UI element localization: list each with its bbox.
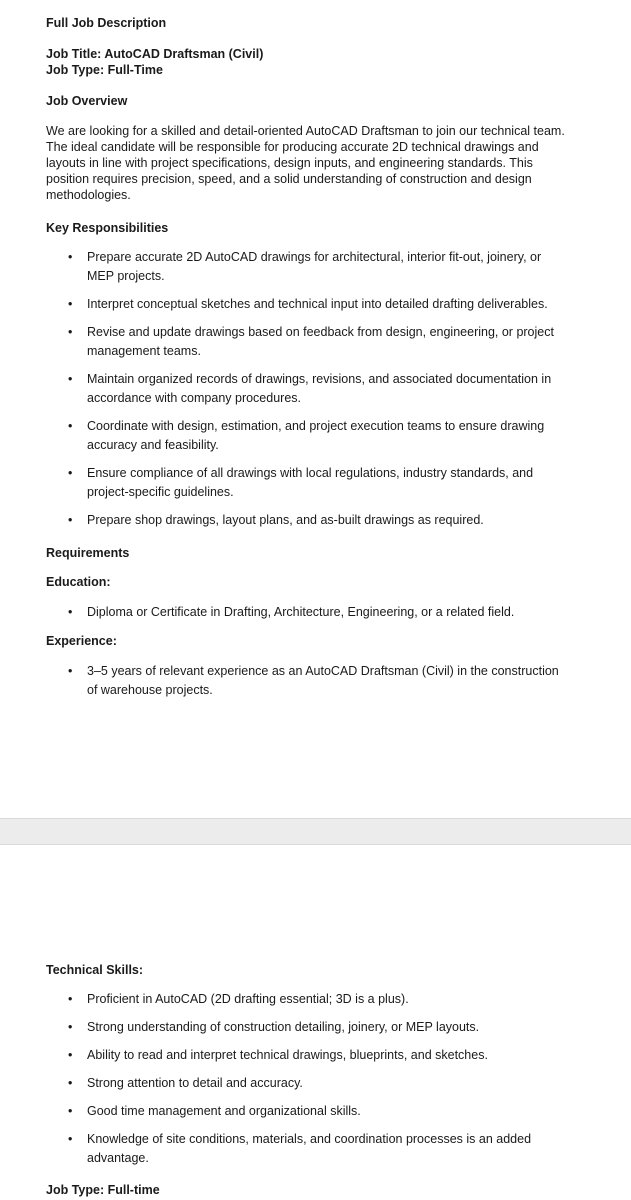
bullet-icon: • [68, 1104, 73, 1118]
list-item: • 3–5 years of relevant experience as an AutoCAD Draftsman (Civil) in the construction of warehouse projects. [68, 664, 559, 697]
overview-paragraph: We are looking for a skilled and detail-oriented AutoCAD Draftsman to join our technical team. The ideal candidate will be responsible for producing accurate 2D technical drawings and layouts in line with project specifications, design inputs, and engineering standards. This position requires precision, speed, and a solid understanding of construction and design methodologies. [46, 124, 565, 202]
list-item: • Proficient in AutoCAD (2D drafting essential; 3D is a plus). [46, 990, 567, 1009]
responsibilities-list [46, 248, 567, 530]
list-item: • Revise and update drawings based on feedback from design, engineering, or project management teams. [68, 325, 554, 358]
bullet-icon: • [68, 1076, 73, 1090]
bullet-icon: • [68, 466, 73, 480]
list-item: • Interpret conceptual sketches and technical input into detailed drafting deliverables. [46, 295, 567, 314]
bullet-icon: • [68, 1020, 73, 1034]
experience-list [46, 662, 567, 700]
list-item: • Strong understanding of construction detailing, joinery, or MEP layouts. [46, 1018, 567, 1037]
education-heading: Education: [46, 575, 111, 589]
job-title: Job Title: AutoCAD Draftsman (Civil) [46, 47, 264, 61]
list-item: • Ensure compliance of all drawings with local regulations, industry standards, and project-specific guidelines. [68, 466, 534, 499]
bullet-icon: • [68, 605, 73, 619]
list-item: • Diploma or Certificate in Drafting, Architecture, Engineering, or a related field. [46, 603, 567, 622]
overview-heading: Job Overview [46, 94, 128, 108]
list-item: • Knowledge of site conditions, materials, and coordination processes is an added advantage. [68, 1132, 532, 1165]
list-item: • Good time management and organizational skills. [46, 1102, 567, 1121]
list-item: • Prepare shop drawings, layout plans, and as-built drawings as required. [46, 511, 567, 530]
bullet-icon: • [68, 419, 73, 433]
requirements-heading: Requirements [46, 546, 130, 560]
list-item: • Coordinate with design, estimation, and project execution teams to ensure drawing accuracy and feasibility. [68, 419, 545, 452]
bullet-icon: • [68, 250, 73, 264]
job-type: Job Type: Full-Time [46, 63, 163, 77]
experience-heading: Experience: [46, 634, 117, 648]
bullet-icon: • [68, 664, 73, 678]
bullet-icon: • [68, 513, 73, 527]
list-item: • Maintain organized records of drawings, revisions, and associated documentation in accordance with company procedures. [68, 372, 552, 405]
education-list [46, 603, 567, 622]
list-item: • Prepare accurate 2D AutoCAD drawings for architectural, interior fit-out, joinery, or MEP projects. [68, 250, 542, 283]
technical-skills-heading: Technical Skills: [46, 963, 144, 977]
responsibilities-heading: Key Responsibilities [46, 221, 169, 235]
bullet-icon: • [68, 372, 73, 386]
document-title: Full Job Description [46, 16, 167, 30]
page-separator [0, 818, 631, 845]
bullet-icon: • [68, 297, 73, 311]
job-type-footer: Job Type: Full-time [46, 1183, 160, 1197]
bullet-icon: • [68, 325, 73, 339]
document-page-2 [0, 845, 631, 1200]
bullet-icon: • [68, 1048, 73, 1062]
technical-skills-list [46, 990, 567, 1168]
list-item: • Strong attention to detail and accuracy. [46, 1074, 567, 1093]
bullet-icon: • [68, 992, 73, 1006]
list-item: • Ability to read and interpret technical drawings, blueprints, and sketches. [46, 1046, 567, 1065]
bullet-icon: • [68, 1132, 73, 1146]
